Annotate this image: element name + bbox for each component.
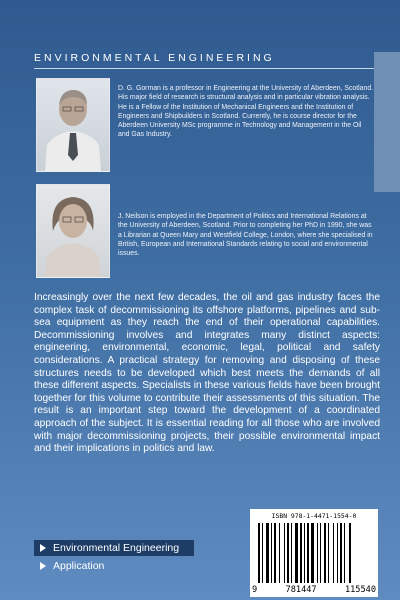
author-bio-neilson: J. Neilson is employed in the Department of Politics and International Relations at the University of Aberdeen, Scotland. Prior to completing her PhD in 1990, she was a Librarian at Queen Mary and Westfield College, London, where she specialised in British, European and International Standards relating to social and environmental issues. bbox=[118, 213, 373, 258]
series-title: ENVIRONMENTAL ENGINEERING bbox=[34, 52, 275, 64]
category-environmental-engineering bbox=[34, 540, 194, 556]
barcode-digits bbox=[252, 585, 376, 595]
author-photo-neilson bbox=[36, 184, 110, 278]
side-tab-decoration bbox=[374, 52, 400, 192]
category-application bbox=[34, 558, 194, 574]
barcode-digit-lead: 9 bbox=[252, 585, 258, 595]
barcode-panel bbox=[250, 509, 378, 597]
triangle-bullet-icon bbox=[40, 562, 46, 570]
portrait-woman-icon bbox=[37, 185, 109, 277]
barcode-digits-left: 781447 bbox=[285, 585, 317, 595]
barcode-digits-right: 115540 bbox=[344, 585, 376, 595]
header-rule bbox=[34, 68, 374, 69]
barcode-icon bbox=[258, 523, 370, 583]
triangle-bullet-icon bbox=[40, 544, 46, 552]
isbn-text: ISBN 978-1-4471-1554-0 bbox=[271, 512, 357, 520]
category-label: Environmental Engineering bbox=[53, 542, 180, 554]
book-description: Increasingly over the next few decades, the oil and gas industry faces the complex task of decommissioning its offshore platforms, pipelines and sub-sea equipment as they reach the end of their operational capabilities. Decommissioning involves and integrates many distinct aspects: engineering, environmental, economic, legal, political and safety considerations. A practical strategy for removing and disposing of these structures needs to be developed which best meets the demands of all these different aspects. Specialists in these various fields have been brought together for this volume to contribute their assessments of this situation. The result is an important step toward the development of a coordinated approach of the subject. It is essential reading for all those who are involved with major decommissioning projects, their possible environmental impact and their implications in politics and law. bbox=[34, 292, 380, 455]
author-photo-gorman bbox=[36, 78, 110, 172]
category-label: Application bbox=[53, 560, 105, 572]
portrait-man-icon bbox=[37, 79, 109, 171]
author-bio-gorman: D. G. Gorman is a professor in Engineering at the University of Aberdeen, Scotland. His major field of research is structural analysis and in particular vibration analysis. He is a Fellow of the Institution of Mechanical Engineers and the Institution of Engineers and Shipbuilders in Scotland. Currently, he is course director for the Aberdeen University MSc programme in Technology and Management in the Oil and Gas Industry. bbox=[118, 85, 374, 139]
